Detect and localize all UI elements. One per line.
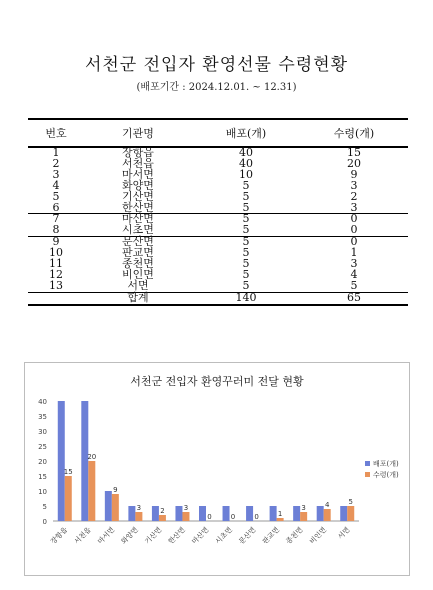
row-distributed: 5: [242, 200, 250, 214]
row-received: 1: [350, 246, 358, 260]
row-agency: 한산면: [122, 200, 154, 214]
bar-distributed: [340, 506, 347, 521]
data-label-received: 20: [87, 453, 97, 461]
y-tick-label: 25: [38, 443, 47, 451]
row-distributed: 5: [242, 257, 250, 271]
legend-swatch: [365, 472, 370, 477]
row-agency: 문산면: [84, 237, 192, 248]
bar-received: [135, 512, 142, 521]
data-label-received: 9: [113, 486, 118, 494]
row-agency: 판교면: [122, 246, 154, 260]
distribution-period: (배포기간 : 2024.12.01. ~ 12.31): [136, 82, 297, 93]
table-total-row: [28, 292, 408, 304]
bar-chart: [25, 363, 409, 575]
bar-distributed: [317, 506, 324, 521]
row-number: 7: [28, 214, 84, 225]
y-tick-label: 10: [38, 488, 47, 496]
y-tick-label: 0: [42, 518, 47, 526]
row-received: 3: [350, 178, 358, 192]
bar-distributed: [175, 506, 182, 521]
x-tick-label: 판교면: [261, 525, 282, 546]
bar-distributed: [128, 506, 135, 521]
data-label-received: 1: [277, 510, 283, 518]
row-received: 3: [350, 200, 358, 214]
bar-received: [65, 476, 72, 521]
bar-received: [300, 512, 307, 521]
legend-label: 수령(개): [373, 471, 399, 479]
row-distributed: 40: [239, 156, 253, 170]
bar-distributed: [105, 491, 112, 521]
row-agency: 기산면: [122, 189, 154, 203]
bar-distributed: [58, 401, 65, 521]
row-number: 2: [52, 156, 60, 170]
data-label-received: 0: [230, 513, 236, 521]
column-header-distributed: 배포(개): [192, 119, 300, 147]
total-received: 65: [300, 292, 408, 304]
legend-label: 배포(개): [373, 460, 399, 468]
data-label-received: 3: [301, 504, 306, 512]
row-number: 9: [28, 237, 84, 248]
row-number: 6: [52, 200, 60, 214]
y-tick-label: 30: [38, 428, 47, 436]
row-distributed: 5: [242, 267, 250, 281]
x-tick-label: 한산면: [166, 525, 187, 546]
row-agency: 화양면: [122, 178, 154, 192]
row-agency: 장항읍: [122, 146, 154, 159]
data-label-received: 0: [254, 513, 259, 521]
bar-distributed: [293, 506, 300, 521]
column-header-number: 번호: [28, 119, 84, 147]
bar-received: [88, 461, 95, 521]
row-number: 11: [49, 257, 63, 271]
row-received: 15: [347, 146, 361, 159]
row-agency: 마산면: [84, 214, 192, 225]
data-label-received: 15: [63, 468, 73, 476]
row-agency: 시초면: [122, 223, 154, 237]
total-empty: [28, 292, 84, 304]
distribution-table: [28, 118, 408, 306]
chart-title: 서천군 전입자 환영꾸러미 전달 현황: [130, 375, 304, 388]
row-received: 0: [300, 214, 408, 225]
row-agency: 서면: [127, 278, 149, 292]
row-received: 20: [347, 156, 361, 170]
row-number: 10: [49, 246, 63, 260]
bar-received: [277, 518, 284, 521]
row-agency: 비인면: [122, 267, 154, 281]
row-distributed: 40: [239, 146, 253, 159]
legend-swatch: [365, 461, 370, 466]
row-received: 2: [350, 189, 358, 203]
row-number: 3: [52, 167, 60, 181]
y-tick-label: 40: [38, 398, 47, 406]
x-tick-label: 서면: [336, 525, 352, 541]
total-label: 합계: [84, 292, 192, 304]
row-received: 0: [350, 223, 358, 237]
bar-received: [112, 494, 119, 521]
bar-distributed: [81, 401, 88, 521]
total-distributed: 140: [192, 292, 300, 304]
x-tick-label: 종천면: [284, 525, 305, 546]
bar-received: [324, 509, 331, 521]
data-label-received: 0: [207, 513, 212, 521]
x-tick-label: 장항읍: [49, 525, 70, 546]
row-received: 0: [300, 237, 408, 248]
row-distributed: 5: [242, 189, 250, 203]
row-agency: 서천읍: [122, 156, 154, 170]
x-tick-label: 시초면: [213, 525, 234, 546]
column-header-agency: 기관명: [84, 119, 192, 147]
row-received: 5: [350, 278, 358, 292]
data-label-received: 3: [136, 504, 142, 512]
bar-distributed: [223, 506, 230, 521]
x-tick-label: 마서면: [96, 525, 117, 546]
y-tick-label: 35: [38, 413, 47, 421]
bar-received: [159, 515, 166, 521]
x-tick-label: 마산면: [190, 525, 211, 546]
row-distributed: 5: [242, 246, 250, 260]
row-received: 3: [350, 257, 358, 271]
bar-received: [182, 512, 189, 521]
row-agency: 마서면: [122, 167, 154, 181]
row-received: 4: [350, 267, 358, 281]
page-title: 서천군 전입자 환영선물 수령현황: [84, 55, 349, 75]
row-number: 13: [49, 278, 63, 292]
row-number: 5: [52, 189, 60, 203]
data-label-received: 5: [348, 498, 353, 506]
y-tick-label: 5: [42, 503, 47, 511]
bar-received: [347, 506, 354, 521]
row-distributed: 5: [242, 223, 250, 237]
y-tick-label: 15: [38, 473, 47, 481]
column-header-received: 수령(개): [300, 119, 408, 147]
row-distributed: 5: [242, 278, 250, 292]
row-distributed: 5: [242, 178, 250, 192]
x-tick-label: 서천읍: [72, 525, 93, 546]
bar-distributed: [246, 506, 253, 521]
x-tick-label: 화양면: [119, 525, 140, 546]
row-distributed: 5: [192, 214, 300, 225]
row-agency: 종천면: [122, 257, 154, 271]
bar-distributed: [270, 506, 277, 521]
row-received: 9: [350, 167, 358, 181]
table-header-row: [28, 119, 408, 147]
row-number: 12: [49, 267, 63, 281]
bar-distributed: [199, 506, 206, 521]
bar-distributed: [152, 506, 159, 521]
x-tick-label: 기산면: [143, 525, 164, 546]
x-tick-label: 문산면: [237, 525, 258, 546]
table-body: [28, 147, 408, 305]
row-distributed: 10: [239, 167, 253, 181]
data-label-received: 4: [324, 501, 330, 509]
row-number: 4: [52, 178, 60, 192]
chart-panel: [24, 362, 410, 576]
y-tick-label: 20: [38, 458, 47, 466]
row-number: 8: [52, 223, 60, 237]
data-label-received: 2: [160, 507, 165, 515]
row-number: 1: [52, 146, 60, 159]
x-tick-label: 비인면: [308, 525, 329, 546]
data-label-received: 3: [183, 504, 189, 512]
row-distributed: 5: [192, 237, 300, 248]
